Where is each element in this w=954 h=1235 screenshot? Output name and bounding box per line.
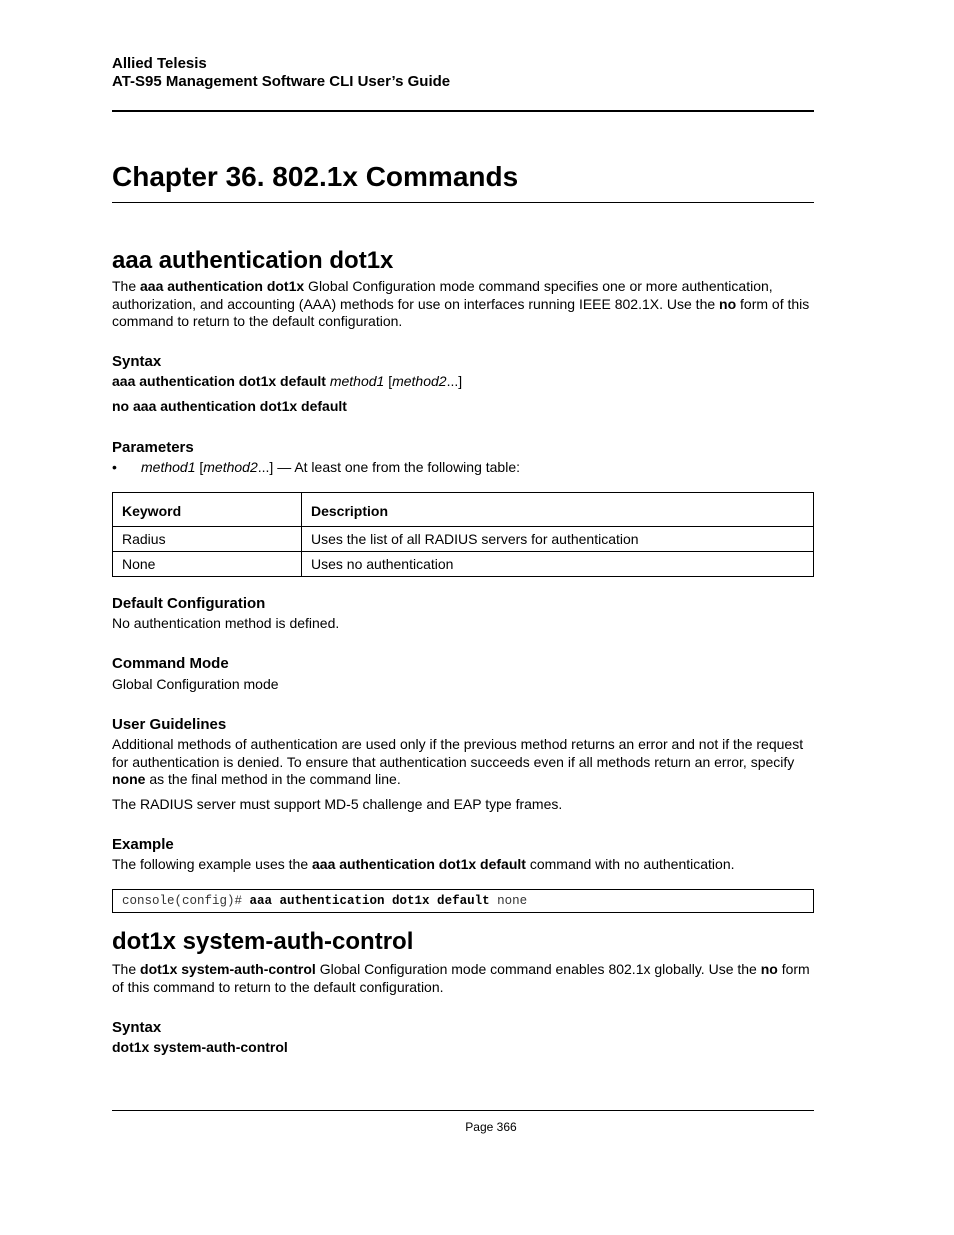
syntax-no-line: no aaa authentication dot1x default xyxy=(112,398,347,414)
parameters-heading: Parameters xyxy=(112,439,194,456)
table-cell-keyword: Radius xyxy=(113,527,302,552)
table-cell-keyword: None xyxy=(113,552,302,577)
header-rule xyxy=(112,110,814,112)
user-guidelines-text-2: The RADIUS server must support MD-5 challenge and EAP type frames. xyxy=(112,796,563,812)
parameter-bullet xyxy=(112,459,814,477)
table-cell-description: Uses no authentication xyxy=(302,552,814,577)
section1-intro: The aaa authentication dot1x Global Configuration mode command specifies one or more authentication, authorization, and accounting (AAA) methods for use on interfaces running IEEE 802.1X. Use the no form of this command to return to the default configuration. xyxy=(112,278,810,329)
table-row xyxy=(113,527,814,552)
syntax-heading: Syntax xyxy=(112,353,162,370)
table-cell-description: Uses the list of all RADIUS servers for authentication xyxy=(302,527,814,552)
table-header-keyword: Keyword xyxy=(113,493,302,527)
section-title-aaa-authentication-dot1x: aaa authentication dot1x xyxy=(112,247,394,274)
code-command: aaa authentication dot1x default xyxy=(249,894,490,908)
syntax-line-2: dot1x system-auth-control xyxy=(112,1039,288,1055)
command-mode-text: Global Configuration mode xyxy=(112,676,279,692)
syntax-heading-2: Syntax xyxy=(112,1019,162,1036)
page-number: Page 366 xyxy=(465,1120,517,1134)
chapter-title: Chapter 36. 802.1x Commands xyxy=(112,161,519,192)
header-guide-title: AT-S95 Management Software CLI User’s Guide xyxy=(112,73,451,90)
code-prompt: console(config)# xyxy=(122,894,250,908)
parameter-text: method1 [method2...] — At least one from the following table: xyxy=(141,459,520,475)
command-mode-heading: Command Mode xyxy=(112,655,229,672)
chapter-rule xyxy=(112,202,814,203)
table-row xyxy=(113,552,814,577)
section-title-dot1x-system-auth-control: dot1x system-auth-control xyxy=(112,928,414,955)
example-heading: Example xyxy=(112,836,174,853)
user-guidelines-text: Additional methods of authentication are used only if the previous method returns an error and not if the request for authentication is denied. To ensure that authentication succeeds even if all methods return an error, specify none as the final method in the command line. xyxy=(112,736,804,787)
keyword-table xyxy=(112,492,814,577)
code-example-box xyxy=(112,889,814,913)
syntax-line: aaa authentication dot1x default method1 [method2...] xyxy=(112,373,463,389)
default-configuration-heading: Default Configuration xyxy=(112,595,266,612)
default-configuration-text: No authentication method is defined. xyxy=(112,615,340,631)
footer-rule xyxy=(112,1110,814,1111)
table-header-row xyxy=(113,493,814,527)
section2-intro: The dot1x system-auth-control Global Configuration mode command enables 802.1x globally. Use the no form of this command to return to the default configuration. xyxy=(112,961,810,995)
code-argument: none xyxy=(489,894,528,908)
user-guidelines-heading: User Guidelines xyxy=(112,716,227,733)
bullet-icon: • xyxy=(112,459,117,475)
example-text: The following example uses the aaa authentication dot1x default command with no authentication. xyxy=(112,856,735,872)
header-company: Allied Telesis xyxy=(112,55,207,72)
table-header-description: Description xyxy=(302,493,814,527)
